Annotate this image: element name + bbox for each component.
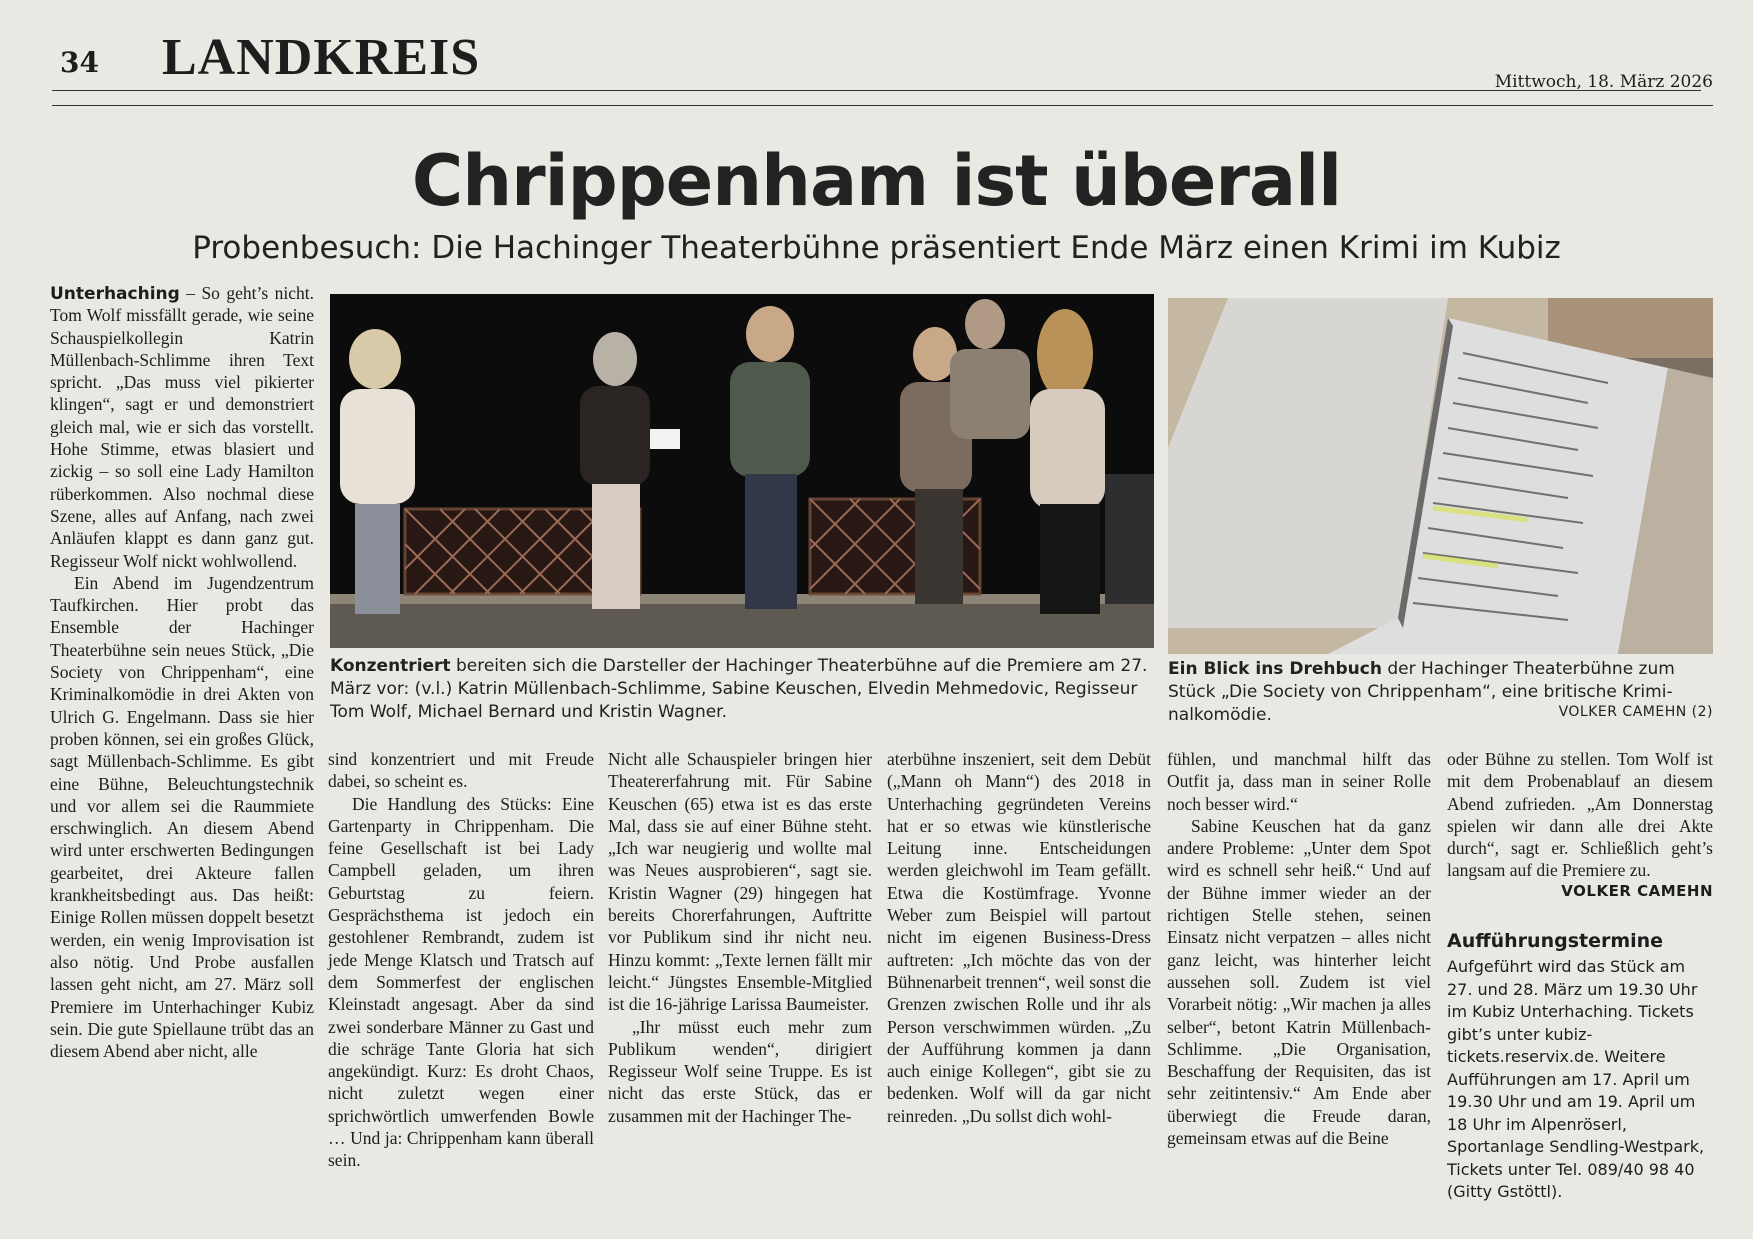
paragraph: „Ihr müsst euch mehr zum Publikum wenden“, dirigiert Regisseur Wolf seine Truppe. Es ist nicht das erste Stück, das er zusammen mit der Hachinger The- <box>608 1016 872 1126</box>
issue-date: Mittwoch, 18. März 2026 <box>1494 72 1713 92</box>
caption-lead: Konzentriert <box>330 656 451 676</box>
paragraph: Nicht alle Schauspieler bringen hier Theatererfahrung mit. Für Sabine Keuschen (65) etwa ist es das erste Mal, dass sie auf einer Bühne steht. „Ich war neugierig und wollte mal was Neues ausprobieren“, sagt sie. Kristin Wagner (29) hingegen hat bereits Chorerfahrungen, Auftritte vor Publikum sind ihr nicht neu. Hinzu kommt: „Texte lernen fällt mir leicht.“ Jüngstes Ensemble-Mitglied ist die 16-jährige Larissa Baumeister. <box>608 749 872 1015</box>
photo-credit: VOLKER CAMEHN (2) <box>1558 704 1713 720</box>
paragraph: fühlen, und manchmal hilft das Outfit ja, dass man in seiner Rolle noch besser wird.“ <box>1167 749 1431 814</box>
info-box-title: Aufführungstermine <box>1447 930 1664 952</box>
article-column-4 <box>887 748 1151 1127</box>
rehearsal-photo <box>330 294 1154 648</box>
info-box-text: Aufgeführt wird das Stück am 27. und 28. März um 19.30 Uhr im Kubiz Unterhaching. Tickets gibt’s unter kubiz-tickets.reservix.de. Weitere Aufführungen am 17. April um 19.30 Uhr und am 19. April um 18 Uhr im Alpenröserl, Sportanlage Sendling-Westpark, Tickets unter Tel. 089/40 98 40 (Gitty Gstöttl). <box>1447 957 1705 1201</box>
paragraph: – So geht’s nicht. Tom Wolf missfällt gerade, wie seine Schauspielkollegin Katrin Müllenbach-Schlimme ihren Text spricht. „Das muss viel pikierter klingen“, sagt er und demonstriert gleich mal, wie er sich das vorstellt. Hohe Stimme, etwas blasiert und zickig – so soll eine Lady Hamilton rüberkommen. Also nochmal diese Szene, alles auf Anfang, nach zwei Anläufen klappt es dann ganz gut. Regisseur Wolf nickt wohlwollend. <box>50 283 314 571</box>
byline: VOLKER CAMEHN <box>1561 881 1713 900</box>
script-photo-caption <box>1168 658 1713 727</box>
article-column-3 <box>608 748 872 1127</box>
article-column-2 <box>328 748 594 1172</box>
caption-text: bereiten sich die Darsteller der Hachinger Theaterbühne auf die Premiere am 27. März vor: (v.l.) Katrin Müllenbach-Schlimme, Sabine Keuschen, Elvedin Mehmedovic, Regisseur Tom Wolf, Michael Bernard und Kristin Wagner. <box>330 656 1148 722</box>
headline: Chrippenham ist überall <box>411 140 1342 222</box>
paragraph: Ein Abend im Jugendzentrum Taufkirchen. Hier probt das Ensemble der Hachinger Theaterbühne sein neues Stück, „Die Society von Chrippenham“, eine Kriminalkomödie in drei Akten von Ulrich G. Engelmann. Dass sie hier proben können, sei ein großes Glück, sagt Müllenbach-Schlimme. Es gibt eine Bühne, Beleuchtungstechnik und vor allem sei die Raummiete erschwinglich. An diesem Abend wird unter erschwerten Bedingungen gearbeitet, drei Akteure fallen krankheitsbedingt aus. Das heißt: Einige Rollen müssen doppelt besetzt werden, ein wenig Improvisation ist also nötig. Und Probe ausfallen lassen geht nicht, am 27. März soll Premiere im Unterhachinger Kubiz sein. Die gute Spiellaune trübt das an diesem Abend aber nicht, alle <box>50 572 314 1062</box>
paragraph: sind konzentriert und mit Freude dabei, so scheint es. <box>328 749 594 792</box>
header-rule-lower <box>52 105 1713 106</box>
paragraph: aterbühne inszeniert, seit dem Debüt („Mann oh Mann“) des 2018 in Unterhaching gegründeten Vereins hat er so etwas wie künstlerische Leitung inne. Entscheidungen werden gleichwohl im Team gefällt. Etwa die Kostümfrage. Yvonne Weber zum Beispiel will partout nicht im eigenen Business-Dress auftreten: „Ich möchte das von der Bühnenarbeit trennen“, weil sonst die Grenzen zwischen Rolle und ihr als Person verschwimmen würden. „Zu der Aufführung kommen ja dann auch einige Kollegen“, gibt sie zu bedenken. Wolf will da gar nicht reinreden. „Du sollst dich wohl- <box>887 749 1151 1126</box>
subheadline: Probenbesuch: Die Hachinger Theaterbühne präsentiert Ende März einen Krimi im Kubiz <box>192 230 1561 266</box>
script-photo <box>1168 298 1713 654</box>
paragraph: oder Bühne zu stellen. Tom Wolf ist mit dem Probenablauf an diesem Abend zufrieden. „Am Donnerstag spielen wir dann alle drei Akte durch“, sagt er. Schließlich geht’s langsam auf die Premiere zu. VOLKER CAMEHN <box>1447 749 1713 900</box>
paragraph: Die Handlung des Stücks: Eine Gartenparty in Chrippenham. Die feine Gesellschaft ist bei Lady Campbell geladen, um ihren Geburtstag zu feiern. Gesprächsthema ist jedoch ein gestohlener Rembrandt, zudem ist jede Menge Klatsch und Tratsch auf dem Sommerfest der englischen Kleinstadt angesagt. Aber da sind zwei sonderbare Männer zu Gast und die schräge Tante Gloria hat sich angekündigt. Kurz: Es droht Chaos, nicht zuletzt wegen einer sprichwörtlich umwerfenden Bowle … Und ja: Chrippenham kann überall sein. <box>328 793 594 1171</box>
paragraph: Sabine Keuschen hat da ganz andere Probleme: „Unter dem Spot wird es schnell sehr heiß.“ Und auf der Bühne immer wieder an der richtigen Stelle stehen, seinen Einsatz nicht verpatzen – alles nicht ganz leicht, was hinterher leicht aussehen soll. Zudem ist viel Vorarbeit nötig: „Wir machen ja alles selber“, betont Katrin Müllenbach-Schlimme. „Die Organisation, Beschaffung der Requisiten, das ist sehr zeitintensiv.“ Am Ende aber überwiegt die Freude daran, gemeinsam etwas auf die Beine <box>1167 815 1431 1149</box>
header-rule <box>52 90 1701 91</box>
section-title: LANDKREIS <box>162 29 481 86</box>
article-column-5 <box>1167 748 1431 1149</box>
dateline: Unterhaching <box>50 284 180 304</box>
rehearsal-photo-caption <box>330 655 1154 724</box>
caption-text-2: der Hachinger Theaterbühne zum Stück „Die Society von Chrippenham“, eine britische Kriminalkomödie. <box>1168 659 1675 725</box>
info-box <box>1447 930 1713 1204</box>
article-column-6 <box>1447 748 1713 900</box>
article-column-1 <box>50 282 314 1062</box>
page-number: 34 <box>60 46 99 79</box>
caption-lead-2: Ein Blick ins Drehbuch <box>1168 659 1382 679</box>
